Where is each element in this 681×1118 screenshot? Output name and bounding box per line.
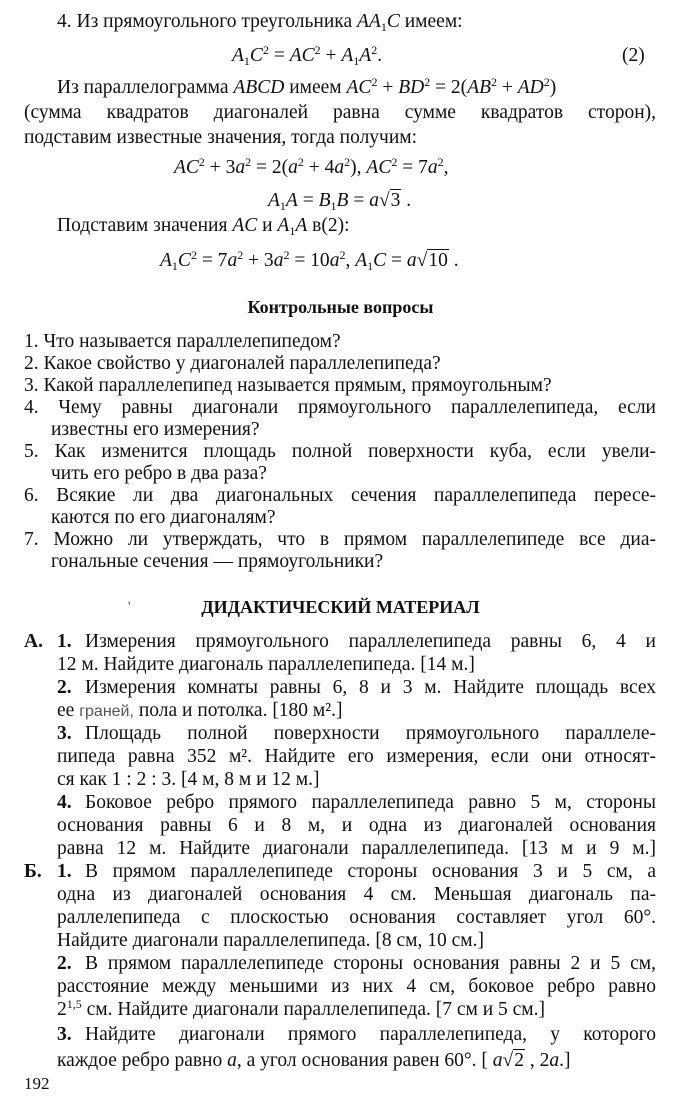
equation-number: (2)	[622, 45, 645, 66]
task-b1-line-3: раллелепипеда с плоскостью основания составляет угол 60°.	[57, 907, 656, 928]
group-a-label: А.	[24, 631, 43, 652]
task-b3-line-2: каждое ребро равно a, а угол основания равен 60°. [ a√2 , 2a.]	[57, 1050, 571, 1071]
task-b2-line-1: В прямом параллелепипеде стороны основания равны 2 и 5 см,	[85, 953, 656, 974]
task-a2-number: 2.	[57, 677, 72, 698]
equation-1: $A_1C^2 = AC^2 + A_1A^2$.	[232, 43, 383, 68]
question-7-line-2: гональные сечения — прямоугольники?	[51, 551, 384, 572]
task-b1-line-4: Найдите диагонали параллелепипеда. [8 см, 10 см.]	[57, 930, 484, 951]
task-b2-number: 2.	[57, 953, 72, 974]
page-number: 192	[24, 1074, 50, 1093]
task-a3-number: 3.	[57, 723, 72, 744]
task-a2-handwritten-word: граней,	[79, 703, 134, 720]
paragraph-parallelogram-line-3: подставим известные значения, тогда получим:	[24, 127, 418, 148]
question-5-line-2: чить его ребро в два раза?	[51, 463, 267, 484]
question-5-line-1: 5. Как изменится площадь полной поверхности куба, если увели-	[24, 441, 656, 462]
task-a4-line-1: Боковое ребро прямого параллелепипеда равно 5 м, стороны	[85, 792, 656, 813]
paragraph-parallelogram-line-1: Из параллелограмма ABCD имеем $AC^2 + BD^2 = 2(AB^2 + AD^2)$	[57, 75, 557, 98]
task-a3-line-3: ся как 1 : 2 : 3. [4 м, 8 м и 12 м.]	[57, 769, 320, 790]
paragraph-substitute: Подставим значения AC и $A_1A$ в(2):	[57, 215, 350, 238]
control-questions-heading: Контрольные вопросы	[247, 297, 434, 317]
solution-step-4-intro: 4. Из прямоугольного треугольника $AA_1C$ имеем:	[57, 11, 463, 34]
task-a4-line-3: равна 12 м. Найдите диагонали параллелепипеда. [13 м и 9 м.]	[57, 838, 656, 859]
question-3: 3. Какой параллелепипед называется прямым, прямоугольным?	[24, 375, 552, 396]
task-b1-number: 1.	[57, 861, 72, 882]
equation-2: $AC^2 + 3a^2 = 2(a^2 + 4a^2)$, $AC^2 = 7a^2$,	[174, 155, 449, 178]
task-b3-number: 3.	[57, 1024, 72, 1045]
question-6-line-1: 6. Всякие ли два диагональных сечения параллелепипеда пересе-	[24, 485, 656, 506]
task-b1-line-1: В прямом параллелепипеде стороны основания 3 и 5 см, а	[85, 861, 656, 882]
question-4-line-2: известны его измерения?	[51, 419, 260, 440]
question-2: 2. Какое свойство у диагоналей параллелепипеда?	[24, 353, 441, 374]
question-1: 1. Что называется параллелепипедом?	[24, 331, 341, 352]
task-b1-line-2: одна из диагоналей основания 4 см. Меньшая диагональ па-	[57, 884, 656, 905]
task-a4-line-2: основания равны 6 и 8 м, и одна из диагоналей основания	[57, 815, 656, 836]
task-a2-line-2-start: ее	[57, 700, 75, 721]
task-a3-line-1: Площадь полной поверхности прямоугольного параллеле-	[85, 723, 656, 744]
equation-4: $A_1C^2 = 7a^2 + 3a^2 = 10a^2$, $A_1C = a√10$ .	[160, 248, 459, 273]
task-a2-line-2	[57, 699, 343, 723]
didactic-heading: ДИДАКТИЧЕСКИЙ МАТЕРИАЛ	[201, 597, 480, 617]
group-b-label: Б.	[24, 861, 42, 882]
question-4-line-1: 4. Чему равны диагонали прямоугольного параллелепипеда, если	[24, 397, 656, 418]
question-6-line-2: каются по его диагоналям?	[51, 507, 276, 528]
task-a1-line-2: 12 м. Найдите диагональ параллелепипеда. [14 м.]	[57, 654, 475, 675]
print-mark: '	[128, 600, 131, 615]
task-b2-line-3: 2$^{1,5}$ см. Найдите диагонали параллелепипеда. [7 см и 5 см.]	[57, 997, 546, 1020]
task-b3-line-1: Найдите диагонали прямого параллелепипеда, у которого	[85, 1024, 656, 1045]
task-a4-number: 4.	[57, 792, 72, 813]
task-a1-number: 1.	[57, 631, 72, 652]
question-7-line-1: 7. Можно ли утверждать, что в прямом параллелепипеде все диа-	[24, 529, 656, 550]
paragraph-parallelogram-line-2: (сумма квадратов диагоналей равна сумме квадратов сторон),	[24, 102, 656, 123]
task-a3-line-2: пипеда равна 352 м². Найдите его измерения, если они относят-	[57, 746, 656, 767]
equation-3: $A_1A = B_1B = a√3$ .	[268, 190, 412, 213]
task-b2-line-2: расстояние между меньшими из них 4 см, боковое ребро равно	[57, 976, 656, 997]
task-a2-line-1: Измерения комнаты равны 6, 8 и 3 м. Найдите площадь всех	[85, 677, 656, 698]
task-a1-line-1: Измерения прямоугольного параллелепипеда равны 6, 4 и	[85, 631, 656, 652]
task-a2-line-2-end: пола и потолка. [180 м².]	[138, 700, 343, 721]
